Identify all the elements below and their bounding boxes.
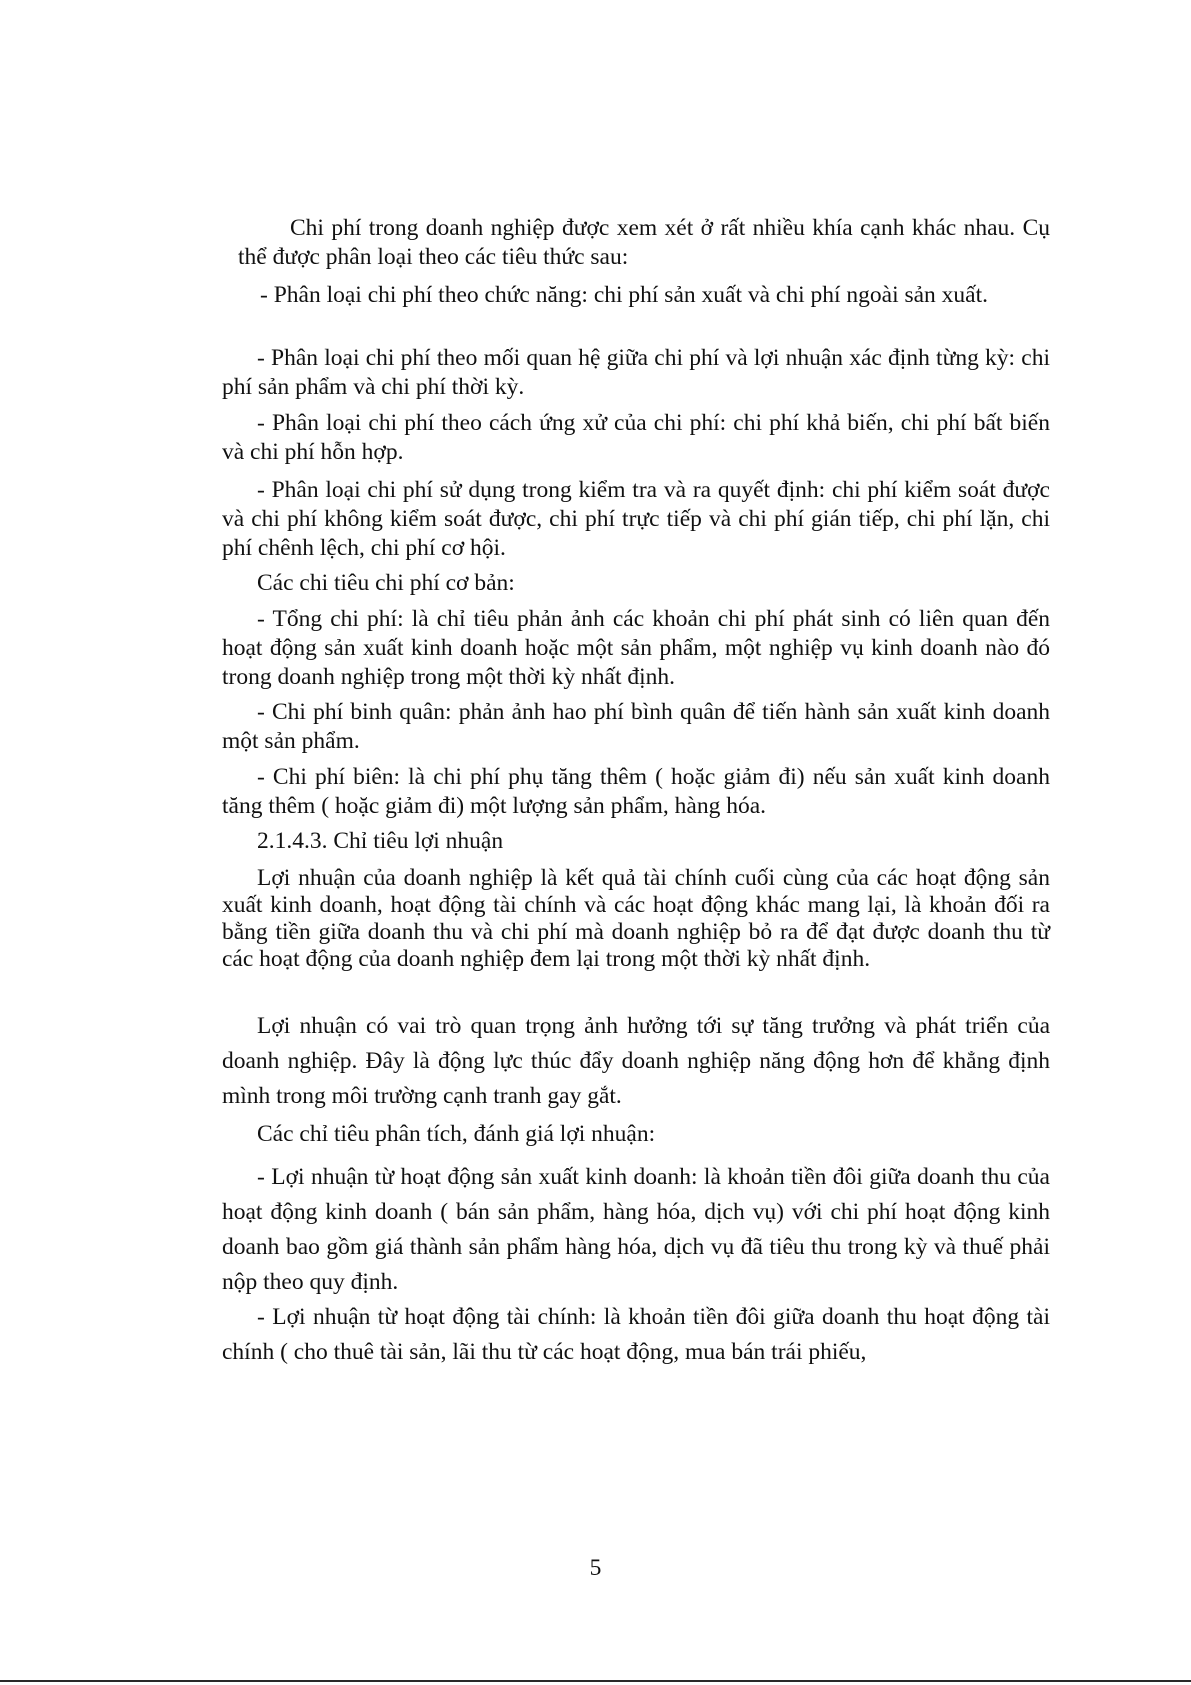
paragraph-profit-role: Lợi nhuận có vai trò quan trọng ảnh hưởng tới sự tăng trưởng và phát triển của doanh nghiệp. Đây là động lực thúc đẩy doanh nghiệp năng động hơn để khẳng định mình trong môi trường cạnh tranh gay gắt.	[222, 1013, 1050, 1109]
section-heading-profit-indicator: 2.1.4.3. Chỉ tiêu lợi nhuận	[257, 828, 504, 854]
paragraph-profit-definition: Lợi nhuận của doanh nghiệp là kết quả tài chính cuối cùng của các hoạt động sản xuất kinh doanh, hoạt động tài chính và các hoạt động khác mang lại, là khoản đối ra bằng tiền giữa doanh thu và chi phí mà doanh nghiệp bỏ ra để đạt được doanh thu từ các hoạt động của doanh nghiệp đem lại trong một thời kỳ nhất định.	[222, 865, 1050, 972]
paragraph-profit-from-finance: - Lợi nhuận từ hoạt động tài chính: là khoản tiền đôi giữa doanh thu hoạt động tài chính ( cho thuê tài sản, lãi thu từ các hoạt động, mua bán trái phiếu,	[222, 1304, 1050, 1365]
paragraph-cost-intro: Chi phí trong doanh nghiệp được xem xét ở rất nhiều khía cạnh khác nhau. Cụ thể được phân loại theo các tiêu thức sau:	[238, 215, 1050, 270]
paragraph-cost-by-function: - Phân loại chi phí theo chức năng: chi phí sản xuất và chi phí ngoài sản xuất.	[260, 282, 989, 308]
page-number: 5	[589, 1555, 602, 1581]
paragraph-cost-by-behavior: - Phân loại chi phí theo cách ứng xử của chi phí: chi phí khả biến, chi phí bất biến và chi phí hỗn hợp.	[222, 410, 1050, 465]
scan-edge-line	[0, 1680, 1191, 1682]
paragraph-total-cost: - Tổng chi phí: là chỉ tiêu phản ảnh các khoản chi phí phát sinh có liên quan đến hoạt động sản xuất kinh doanh hoặc một sản phẩm, một nghiệp vụ kinh doanh nào đó trong doanh nghiệp trong một thời kỳ nhất định.	[222, 606, 1050, 690]
paragraph-cost-by-profit-relation: - Phân loại chi phí theo mối quan hệ giữa chi phí và lợi nhuận xác định từng kỳ: chi phí sản phẩm và chi phí thời kỳ.	[222, 345, 1050, 400]
paragraph-average-cost: - Chi phí binh quân: phản ảnh hao phí bình quân để tiến hành sản xuất kinh doanh một sản phẩm.	[222, 699, 1050, 754]
paragraph-marginal-cost: - Chi phí biên: là chi phí phụ tăng thêm ( hoặc giảm đi) nếu sản xuất kinh doanh tăng thêm ( hoặc giảm đi) một lượng sản phẩm, hàng hóa.	[222, 764, 1050, 819]
paragraph-cost-for-decision: - Phân loại chi phí sử dụng trong kiểm tra và ra quyết định: chi phí kiểm soát được và chi phí không kiểm soát được, chi phí trực tiếp và chi phí gián tiếp, chi phí lặn, chi phí chênh lệch, chi phí cơ hội.	[222, 477, 1050, 561]
paragraph-profit-analysis-indicators: Các chỉ tiêu phân tích, đánh giá lợi nhuận:	[257, 1121, 656, 1147]
paragraph-basic-cost-indicators: Các chi tiêu chi phí cơ bản:	[257, 570, 515, 596]
paragraph-profit-from-business: - Lợi nhuận từ hoạt động sản xuất kinh doanh: là khoản tiền đôi giữa doanh thu của hoạt động kinh doanh ( bán sản phẩm, hàng hóa, dịch vụ) với chi phí hoạt động kinh doanh bao gồm giá thành sản phẩm hàng hóa, dịch vụ đã tiêu thu trong kỳ và thuế phải nộp theo quy định.	[222, 1164, 1050, 1295]
